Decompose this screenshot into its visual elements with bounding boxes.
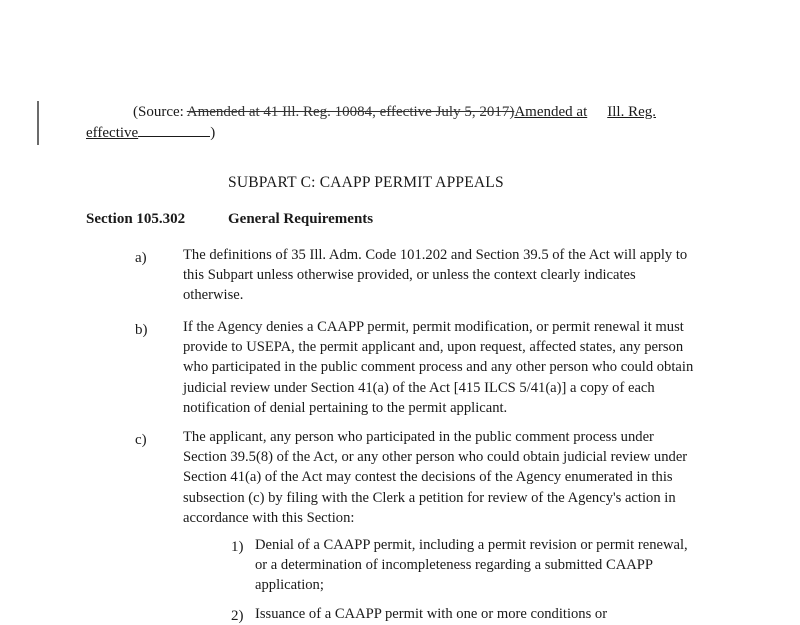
subitem-1-text: Denial of a CAAPP permit, including a permit revision or permit renewal, or a determination of incompleteness regarding a submitted CAAPP application; xyxy=(255,537,688,594)
revision-margin-bar xyxy=(37,101,39,145)
effective-label: effective xyxy=(86,125,139,141)
amended-at-text: Amended at xyxy=(514,104,588,120)
subitem-1-label: 1) xyxy=(231,539,244,555)
source-prefix: (Source: xyxy=(133,104,184,120)
item-a-text: The definitions of 35 Ill. Adm. Code 101.202 and Section 39.5 of the Act will apply to this Subpart unless otherwise provided, or unless the context clearly indicates otherwise. xyxy=(183,247,688,304)
item-a-label: a) xyxy=(135,250,147,266)
source-close-paren: ) xyxy=(210,125,216,141)
effective-date-blank xyxy=(138,124,210,137)
item-c-text: The applicant, any person who participated in the public comment process under Section 39.5(8) of the Act, or any other person who could obtain judicial review under Section 41(a) of the Act may contest the decisions of the Agency enumerated in this subsection (c) by filing with the Clerk a petition for review of the Agency's action in accordance with this Section: xyxy=(183,429,688,526)
item-c-label: c) xyxy=(135,432,147,448)
section-title: General Requirements xyxy=(228,211,374,227)
subpart-title: SUBPART C: CAAPP PERMIT APPEALS xyxy=(228,174,504,191)
item-b-text: If the Agency denies a CAAPP permit, permit modification, or permit renewal it must provide to USEPA, the permit applicant and, upon request, affected states, any person who participated in the public comment process and any other person who could obtain judicial review under Section 41(a) of the Act [415 ILCS 5/41(a)] a copy of each notification of denial pertaining to the permit applicant. xyxy=(183,319,694,416)
subitem-2-text: Issuance of a CAAPP permit with one or more conditions or xyxy=(255,606,608,622)
ill-reg-text: Ill. Reg. xyxy=(607,104,656,120)
subitem-2-label: 2) xyxy=(231,608,244,624)
item-b-label: b) xyxy=(135,322,148,338)
section-number: Section 105.302 xyxy=(86,211,186,227)
source-note-line-2 xyxy=(86,124,215,142)
struck-amendment-text: Amended at 41 Ill. Reg. 10084, effective July 5, 2017) xyxy=(186,104,515,120)
source-note-line-1 xyxy=(133,104,656,121)
